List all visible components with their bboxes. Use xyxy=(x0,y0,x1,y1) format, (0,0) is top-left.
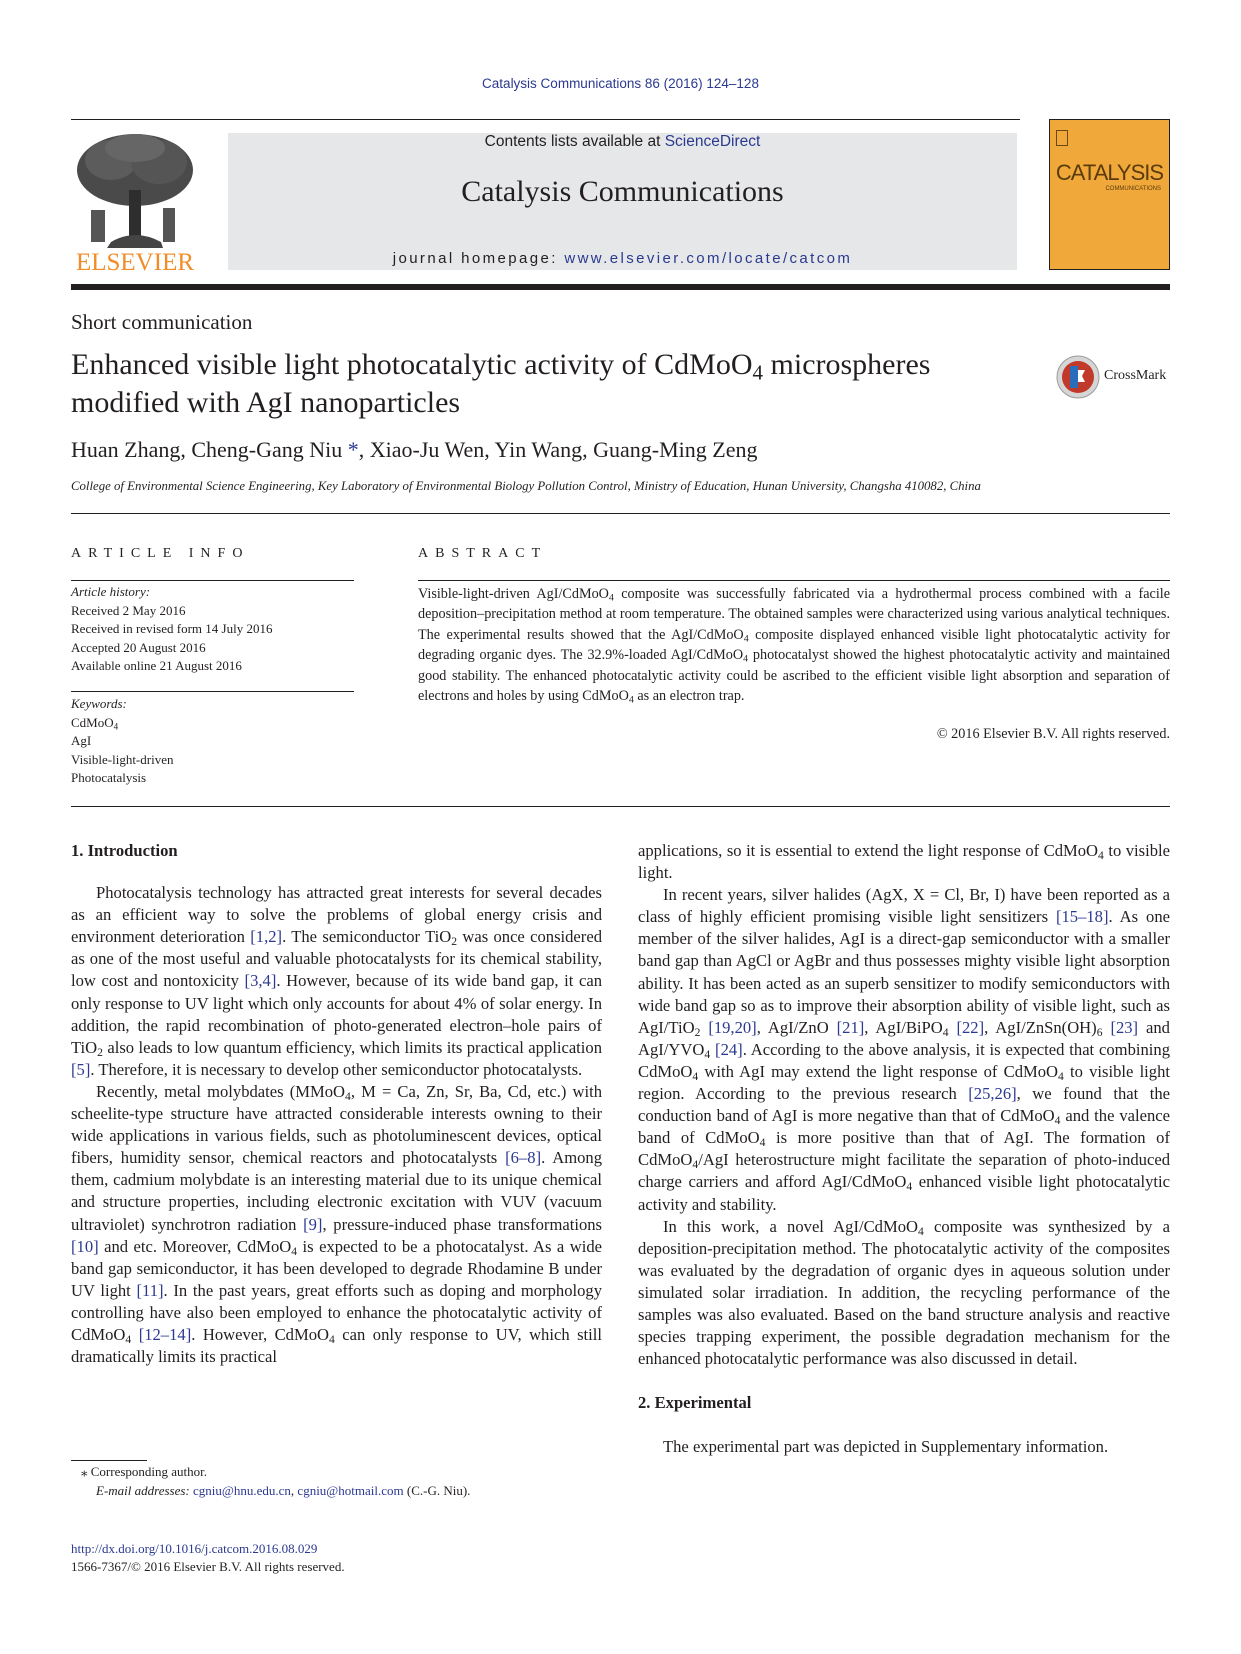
keyword: Photocatalysis xyxy=(71,770,147,785)
tree-icon xyxy=(71,130,199,274)
keyword: AgI xyxy=(71,733,92,748)
doi-link[interactable]: http://dx.doi.org/10.1016/j.catcom.2016.08.029 xyxy=(71,1541,318,1556)
contents-line xyxy=(228,133,1017,151)
experimental-heading: 2. Experimental xyxy=(638,1393,752,1413)
divider xyxy=(71,806,1170,807)
journal-cover[interactable] xyxy=(1049,119,1170,270)
email-link[interactable]: cgniu@hotmail.com xyxy=(297,1482,404,1498)
citation-link[interactable]: [11] xyxy=(136,1280,164,1300)
revised-date: Received in revised form 14 July 2016 xyxy=(71,621,273,636)
keyword: CdMoO$_4$ xyxy=(71,714,119,731)
doi-block xyxy=(71,1540,345,1576)
publisher-wordmark: ELSEVIER xyxy=(75,249,195,274)
footnote-marker: ⁎ xyxy=(81,1464,88,1479)
citation-link[interactable]: [1,2] xyxy=(250,927,283,947)
abstract-heading: ABSTRACT xyxy=(418,546,548,561)
divider xyxy=(71,513,1170,514)
keywords-label: Keywords: xyxy=(71,696,127,711)
introduction-heading: 1. Introduction xyxy=(71,841,178,860)
header-rule xyxy=(71,119,1020,120)
body-left-column xyxy=(71,840,602,1368)
citation-link[interactable]: [3,4] xyxy=(244,971,277,991)
issn-line: 1566-7367/© 2016 Elsevier B.V. All rights reserved. xyxy=(71,1559,345,1574)
paragraph: Photocatalysis technology has attracted great interests for several decades as an efficient way to solve the problems of global energy crisis and environment deterioration [1,2]. The semiconductor TiO$_2$ was once considered as one of the most useful and valuable photocatalysts for its chemical stability, low cost and nontoxicity [3,4]. However, because of its wide band gap, it can only response to UV light which only accounts for about 4% of solar energy. In addition, the rapid recombination of photo-generated electron–hole pairs of TiO$_2$ also leads to low quantum efficiency, which limits its practical application [5]. Therefore, it is necessary to develop other semiconductor photocatalysts. xyxy=(71,883,602,1079)
crossmark-icon xyxy=(1055,354,1101,400)
journal-title: Catalysis Communications xyxy=(461,175,784,208)
citation-link[interactable]: [19,20] xyxy=(708,1017,757,1037)
title-part: microspheres xyxy=(763,348,931,381)
keywords xyxy=(71,695,354,788)
homepage-link[interactable]: www.elsevier.com/locate/catcom xyxy=(564,250,853,267)
corresponding-author-link[interactable]: * xyxy=(347,437,359,462)
citation-link[interactable]: [10] xyxy=(71,1236,99,1256)
accepted-date: Accepted 20 August 2016 xyxy=(71,639,206,655)
paragraph: applications, so it is essential to extend the light response of CdMoO$_4$ to visible light. xyxy=(638,841,1170,883)
authors-text: , Xiao-Ju Wen, Yin Wang, Guang-Ming Zeng xyxy=(358,437,758,462)
footnote xyxy=(71,1463,602,1500)
paragraph: In this work, a novel AgI/CdMoO$_4$ composite was synthesized by a deposition-precipitation method. The photocatalytic activity of the composites was evaluated by the degradation of organic dyes in aqueous solution under simulated solar irradiation. In addition, the recycling performance of the samples was also evaluated. Based on the band structure analysis and reactive species trapping experiment, the possible degradation mechanism for the enhanced photocatalytic performance was also discussed in detail. xyxy=(638,1216,1170,1369)
article-info-heading: ARTICLE INFO xyxy=(71,546,250,561)
homepage-line xyxy=(228,250,1017,267)
paragraph: The experimental part was depicted in Supplementary information. xyxy=(663,1437,1109,1457)
received-date: Received 2 May 2016 xyxy=(71,602,186,618)
authors-text: Huan Zhang, Cheng-Gang Niu xyxy=(71,437,348,462)
homepage-prefix: journal homepage: xyxy=(392,250,565,267)
divider xyxy=(418,580,1170,581)
divider xyxy=(71,691,354,692)
abstract-copyright: © 2016 Elsevier B.V. All rights reserved. xyxy=(936,726,1170,742)
journal-reference[interactable]: Catalysis Communications 86 (2016) 124–128 xyxy=(482,76,759,91)
affiliation: College of Environmental Science Engineering, Key Laboratory of Environmental Biology Pollution Control, Ministry of Education, Hunan University, Changsha 410082, China xyxy=(71,479,981,493)
paragraph: Recently, metal molybdates (MMoO$_4$, M = Ca, Zn, Sr, Ba, Cd, etc.) with scheelite-type structure have attracted considerable interests owning to their wide applications in various fields, such as photoluminescent devices, optical fibers, humidity sensor, chemical reactors and photocatalysts [6–8]. Among them, cadmium molybdate is an interesting material due to its unique chemical and structure properties, including electronic excitation with VUV (vacuum ultraviolet) synchrotron radiation [9], pressure-induced phase transformations [10] and etc. Moreover, CdMoO$_4$ is expected to be a photocatalyst. As a wide band gap semiconductor, it has been developed to degrade Rhodamine B under UV light [11]. In the past years, great efforts such as doping and morphology controlling have also been employed to enhance the photocatalytic activity of CdMoO$_4$ [12–14]. However, CdMoO$_4$ can only response to UV, which still dramatically limits its practical xyxy=(71,1081,603,1367)
citation-link[interactable]: [23] xyxy=(1110,1017,1139,1037)
citation-link[interactable]: [9] xyxy=(303,1214,323,1234)
sciencedirect-link[interactable]: ScienceDirect xyxy=(664,133,761,150)
author-list xyxy=(71,437,758,463)
corresponding-label: Corresponding author. xyxy=(90,1464,208,1479)
citation-link[interactable]: [6–8] xyxy=(505,1148,542,1168)
divider xyxy=(71,580,354,581)
article-history xyxy=(71,583,354,676)
cover-title: CATALYSIS xyxy=(1055,160,1164,185)
citation-link[interactable]: [15–18] xyxy=(1055,907,1109,927)
email-line xyxy=(71,1482,602,1501)
title-subscript: 4 xyxy=(752,360,764,385)
citation-link[interactable]: [25,26] xyxy=(968,1084,1017,1104)
elsevier-logo[interactable] xyxy=(71,130,199,274)
citation-link[interactable]: [12–14] xyxy=(138,1324,192,1344)
citation-link[interactable]: [22] xyxy=(956,1017,985,1037)
title-line2: modified with AgI nanoparticles xyxy=(71,386,461,419)
abstract-text: Visible-light-driven AgI/CdMoO$_4$ composite was successfully fabricated via a hydrothermal process combined with a facile deposition–precipitation method at room temperature. The obtained samples were characterized using various analytical techniques. The experimental results showed that the AgI/CdMoO$_4$ composite displayed enhanced visible light photocatalytic activity for degrading organic dyes. The 32.9%-loaded AgI/CdMoO$_4$ photocatalyst showed the highest photocatalytic activity and maintained good stability. The enhanced photocatalytic activity could be ascribed to the efficient visible light absorption and separation of electrons and holes by using CdMoO$_4$ as an electron trap. xyxy=(418,586,1170,706)
article-title xyxy=(71,346,1011,422)
keyword: Visible-light-driven xyxy=(71,751,174,767)
body-right-column xyxy=(638,840,1170,1458)
email-separator: , xyxy=(290,1482,298,1498)
paragraph: In recent years, silver halides (AgX, X = Cl, Br, I) have been reported as a class of highly efficient promising visible light sensitizers [15–18]. As one member of the silver halides, AgI is a direct-gap semiconductor with a smaller band gap than AgCl or AgBr and thus possesses mighty visible light absorption ability. It has been acted as an superb sensitizer to modify semiconductors with wide band gap so as to improve their absorption ability of visible light, such as AgI/TiO$_2$ [19,20], AgI/ZnO [21], AgI/BiPO$_4$ [22], AgI/$ZnSn(OH)_6$ [23] and AgI/$YVO_4$ [24]. According to the above analysis, it is expected that combining CdMoO$_4$ with AgI may extend the light response of CdMoO$_4$ to visible light region. According to the previous research [25,26], we found that the conduction band of AgI is more negative than that of CdMoO$_4$ and the valence band of CdMoO$_4$ is more positive than that of AgI. The formation of CdMoO$_4$/AgI heterostructure might facilitate the separation of photo-induced charge carriers and afford AgI/CdMoO$_4$ enhanced visible light photocatalytic activity and stability. xyxy=(638,885,1170,1214)
title-part: Enhanced visible light photocatalytic activity of CdMoO xyxy=(71,348,753,381)
email-link[interactable]: cgniu@hnu.edu.cn xyxy=(193,1482,291,1498)
crossmark-label: CrossMark xyxy=(1104,368,1167,383)
corresponding-note xyxy=(71,1463,602,1482)
footnote-rule xyxy=(71,1460,147,1461)
email-label: E-mail addresses: xyxy=(96,1482,190,1498)
citation-link[interactable]: [5] xyxy=(71,1059,91,1079)
cover-subtitle: COMMUNICATIONS xyxy=(1105,186,1161,192)
history-label: Article history: xyxy=(71,584,151,599)
contents-prefix: Contents lists available at xyxy=(484,133,665,150)
citation-link[interactable]: [24] xyxy=(715,1039,743,1059)
online-date: Available online 21 August 2016 xyxy=(71,658,242,673)
cover-emblem-icon xyxy=(1056,130,1068,146)
crossmark-badge[interactable] xyxy=(1055,354,1170,400)
email-owner: (C.-G. Niu). xyxy=(403,1482,471,1498)
header-thick-rule xyxy=(71,284,1170,290)
citation-link[interactable]: [21] xyxy=(836,1017,865,1037)
article-type: Short communication xyxy=(71,310,253,334)
